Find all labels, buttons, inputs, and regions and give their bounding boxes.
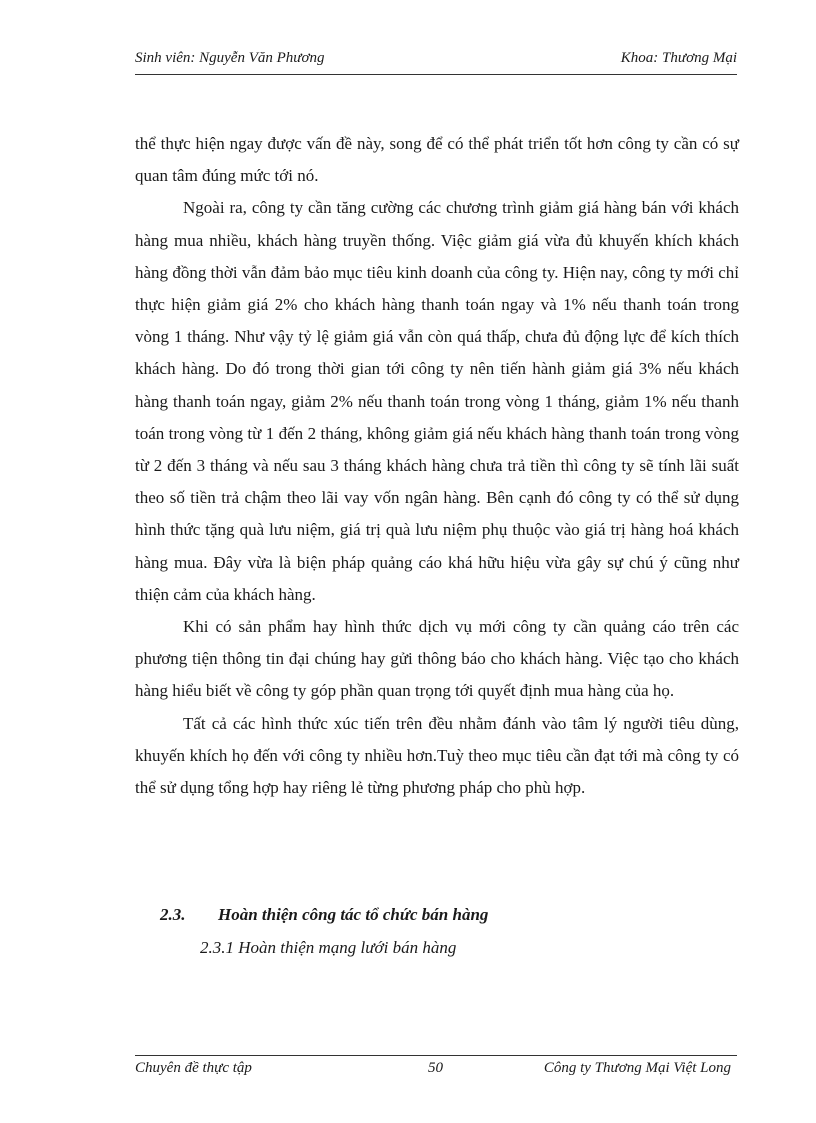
- paragraph-continuation: thể thực hiện ngay được vấn đề này, song để có thể phát triển tốt hơn công ty cần có sự quan tâm đúng mức tới nó.: [135, 134, 739, 186]
- paragraph-promotion-summary: Tất cả các hình thức xúc tiến trên đều nhằm đánh vào tâm lý người tiêu dùng, khuyến khích họ đến với công ty nhiều hơn.Tuỳ theo mục tiêu cần đạt tới mà công ty có thể sử dụng tổng hợp hay riêng lẻ từng phương pháp cho phù hợp.: [135, 713, 739, 798]
- faculty-name: Khoa: Thương Mại: [620, 50, 737, 66]
- section-number: 2.3.: [160, 905, 186, 924]
- body-text: [135, 128, 739, 804]
- footer-document-type: Chuyên đề thực tập: [135, 1060, 252, 1076]
- footer-company: Công ty Thương Mại Việt Long: [543, 1060, 731, 1076]
- subsection-heading: 2.3.1 Hoàn thiện mạng lưới bán hàng: [200, 938, 457, 957]
- paragraph-advertising: Khi có sản phẩm hay hình thức dịch vụ mới công ty cần quảng cáo trên các phương tiện thông tin đại chúng hay gửi thông báo cho khách hàng. Việc tạo cho khách hàng hiểu biết về công ty góp phần quan trọng tới quyết định mua hàng của họ.: [135, 617, 739, 701]
- page-number: 50: [428, 1060, 443, 1076]
- section-title: Hoàn thiện công tác tổ chức bán hàng: [218, 905, 489, 924]
- student-name: Sinh viên: Nguyễn Văn Phương: [135, 50, 325, 66]
- section-heading: [160, 905, 488, 925]
- page-footer: [135, 1055, 737, 1080]
- page-header: [135, 50, 737, 75]
- paragraph-discounts: Ngoài ra, công ty cần tăng cường các chương trình giảm giá hàng bán với khách hàng mua nhiều, khách hàng truyền thống. Việc giảm giá vừa đủ khuyến khích khách hàng đồng thời vẫn đảm bảo mục tiêu kinh doanh của công ty. Hiện nay, công ty mới chỉ thực hiện giảm giá 2% cho khách hàng thanh toán ngay và 1% nếu thanh toán trong vòng 1 tháng. Như vậy tỷ lệ giảm giá vẫn còn quá thấp, chưa đủ động lực để kích thích khách hàng. Do đó trong thời gian tới công ty nên tiến hành giảm giá 3% nếu khách hàng thanh toán ngay, giảm 2% nếu thanh toán trong vòng 1 tháng, giảm 1% nếu thanh toán trong vòng từ 1 đến 2 tháng, không giảm giá nếu khách hàng thanh toán trong vòng từ 2 đến 3 tháng và nếu sau 3 tháng khách hàng chưa trả tiền thì công ty sẽ tính lãi suất theo số tiền trả chậm theo lãi vay vốn ngân hàng. Bên cạnh đó công ty có thể sử dụng hình thức tặng quà lưu niệm, giá trị quà lưu niệm phụ thuộc vào giá trị hàng hoá khách hàng mua. Đây vừa là biện pháp quảng cáo khá hữu hiệu vừa gây sự chú ý cũng như thiện cảm của khách hàng.: [135, 198, 739, 604]
